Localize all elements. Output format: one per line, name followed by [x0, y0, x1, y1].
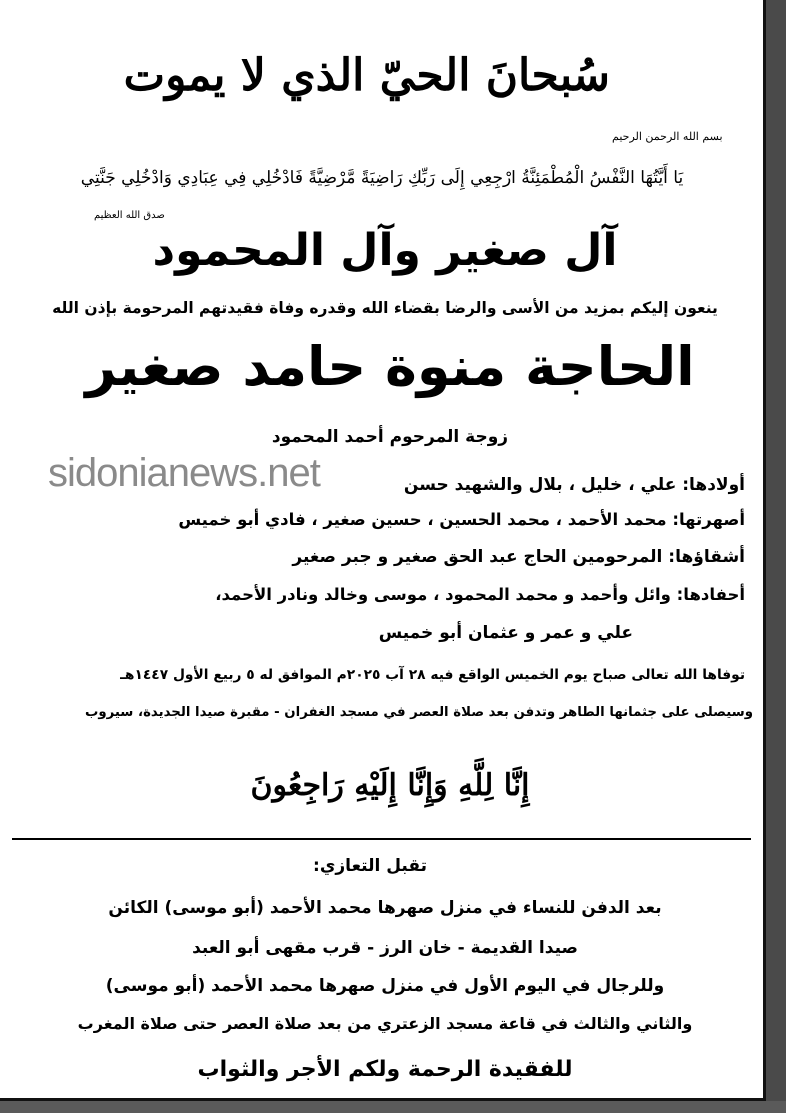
deceased-name: الحاجة منوة حامد صغير: [85, 335, 695, 398]
closing-calligraphy: إِنَّا لِلَّهِ وَإِنَّا إِلَيْهِ رَاجِعُونَ: [250, 768, 530, 803]
relatives-siblings: أشقاؤها: المرحومين الحاج عبد الحق صغير و جبر صغير: [292, 547, 745, 567]
condolence-line-men: وللرجال في اليوم الأول في منزل صهرها محمد الأحمد (أبو موسى): [105, 976, 665, 996]
quran-verse: يَا أَيَّتُهَا النَّفْسُ الْمُطْمَئِنَّةُ ارْجِعِي إِلَى رَبِّكِ رَاضِيَةً مَّرْضِيَّةً فَادْخُلِي فِي عِبَادِي وَادْخُلِي جَنَّتِي: [80, 168, 684, 188]
family-name: آل صغير وآل المحمود: [152, 225, 618, 276]
watermark-text: sidonianews.net: [48, 451, 320, 495]
burial-line: وسيصلى على جثمانها الطاهر وتدفن بعد صلاة العصر في مسجد الغفران - مقبرة صيدا الجديدة، سيروب: [84, 705, 753, 720]
condolence-line-address: صيدا القديمة - خان الرز - قرب مقهى أبو العبد: [192, 938, 578, 958]
basmala: بسم الله الرحمن الرحيم: [612, 130, 723, 143]
condolences-heading: تقبل التعازي:: [313, 856, 427, 876]
relatives-sons-in-law: أصهرتها: محمد الأحمد ، محمد الحسين ، حسين صغير ، فادي أبو خميس: [178, 510, 745, 529]
relatives-grandchildren-cont: علي و عمر و عثمان أبو خميس: [378, 623, 633, 643]
condolence-line-days: والثاني والثالث في قاعة مسجد الزعتري من بعد صلاة العصر حتى صلاة المغرب: [77, 1014, 693, 1033]
relatives-grandchildren: أحفادها: وائل وأحمد و محمد المحمود ، موسى وخالد ونادر الأحمد،: [215, 585, 745, 604]
bottom-edge-strip: [0, 1101, 786, 1113]
sadaqa-text: صدق الله العظيم: [94, 210, 165, 221]
divider-line: [12, 838, 751, 840]
relatives-children: أولادها: علي ، خليل ، بلال والشهيد حسن: [403, 475, 745, 495]
spouse-line: زوجة المرحوم أحمد المحمود: [271, 427, 509, 447]
death-date-line: توفاها الله تعالى صباح يوم الخميس الواقع فيه ٢٨ آب ٢٠٢٥م الموافق له ٥ ربيع الأول ١٤٤٧هـ: [120, 667, 745, 683]
announcement-line: ينعون إليكم بمزيد من الأسى والرضا بقضاء الله وقدره وفاة فقيدتهم المرحومة بإذن الله: [52, 299, 718, 317]
calligraphy-header: سُبحانَ الحيّ الذي لا يموت: [123, 50, 610, 101]
closing-prayer: للفقيدة الرحمة ولكم الأجر والثواب: [197, 1057, 573, 1082]
condolence-line-women: بعد الدفن للنساء في منزل صهرها محمد الأحمد (أبو موسى) الكائن: [108, 898, 662, 918]
right-edge-strip: [766, 0, 786, 1113]
